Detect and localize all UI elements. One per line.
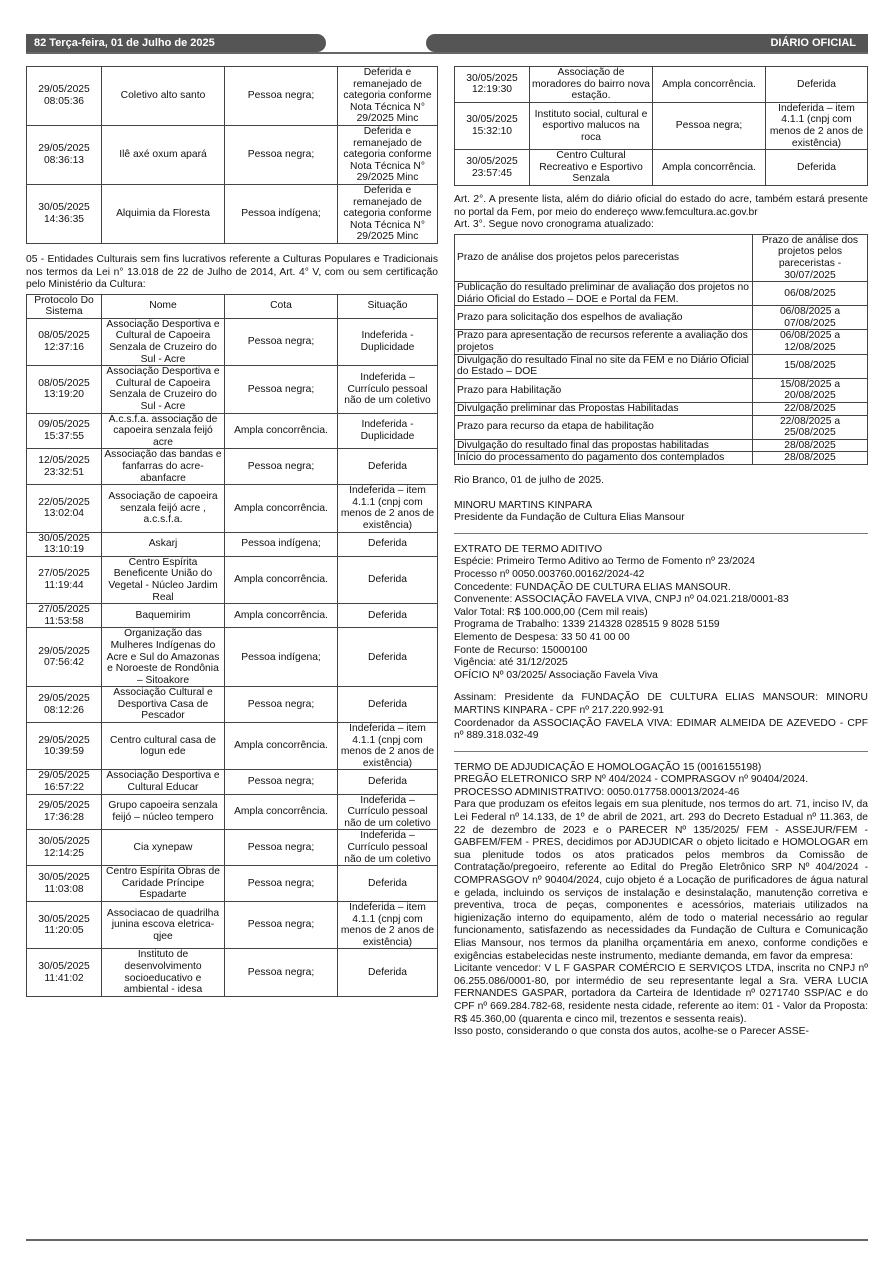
cell-cota: Pessoa indígena; bbox=[225, 532, 338, 556]
cell-name: Associação de capoeira senzala feijó acre , a.c.s.f.a. bbox=[102, 485, 225, 532]
table-row bbox=[27, 770, 438, 794]
cell-situacao: Deferida bbox=[766, 150, 868, 186]
table-row bbox=[27, 604, 438, 628]
cell-situacao: Deferida bbox=[338, 949, 438, 996]
section-05-table bbox=[26, 294, 438, 997]
cell-date: 29/05/2025 08:05:36 bbox=[27, 67, 102, 126]
cell-situacao: Deferida bbox=[338, 770, 438, 794]
page-header bbox=[26, 34, 868, 52]
footer-rule bbox=[26, 1239, 868, 1241]
continued-results-table bbox=[454, 66, 868, 186]
cell-date: 12/05/2025 23:32:51 bbox=[27, 449, 102, 485]
article-3: Art. 3°. Segue novo cronograma atualizado: bbox=[454, 219, 654, 231]
cell-situacao: Deferida bbox=[338, 687, 438, 723]
cell-name: Associação Cultural e Desportiva Casa de Pescador bbox=[102, 687, 225, 723]
cell-date: 22/08/2025 bbox=[753, 403, 868, 416]
signer-name: MINORU MARTINS KINPARA bbox=[454, 499, 593, 511]
cell-date: 15/08/2025 bbox=[753, 354, 868, 378]
cell-item: Divulgação do resultado final das propostas habilitadas bbox=[455, 439, 753, 452]
cell-situacao: Deferida bbox=[338, 604, 438, 628]
cell-cota: Pessoa negra; bbox=[653, 102, 766, 149]
table-row bbox=[455, 439, 868, 452]
cell-cota: Pessoa negra; bbox=[225, 125, 338, 184]
cell-date: 22/08/2025 a 25/08/2025 bbox=[753, 415, 868, 439]
cell-cota: Ampla concorrência. bbox=[225, 794, 338, 830]
divider bbox=[454, 533, 868, 534]
right-column bbox=[454, 66, 868, 1039]
cell-situacao: Deferida bbox=[338, 866, 438, 902]
cell-name: Organização das Mulheres Indígenas do Acre e Sul do Amazonas e Noroeste de Rondônia – Sitoakore bbox=[102, 628, 225, 687]
table-row bbox=[27, 485, 438, 532]
journal-title: DIÁRIO OFICIAL bbox=[426, 34, 868, 52]
cell-item: Divulgação do resultado Final no site da FEM e no Diário Oficial do Estado – DOE bbox=[455, 354, 753, 378]
cell-date: 29/05/2025 10:39:59 bbox=[27, 723, 102, 770]
termo-processo: PROCESSO ADMINISTRATIVO: 0050.017758.00013/2024-46 bbox=[454, 786, 740, 798]
col-situacao: Situação bbox=[338, 294, 438, 318]
termo-isso: Isso posto, considerando o que consta dos autos, acolhe-se o Parecer ASSE- bbox=[454, 1026, 809, 1038]
table-row bbox=[27, 67, 438, 126]
table-row bbox=[27, 949, 438, 996]
cell-date: 06/08/2025 a 12/08/2025 bbox=[753, 330, 868, 354]
cell-cota: Pessoa negra; bbox=[225, 901, 338, 948]
cell-item: Prazo para recurso da etapa de habilitação bbox=[455, 415, 753, 439]
cell-situacao: Indeferida – Currículo pessoal não de um coletivo bbox=[338, 830, 438, 866]
table-row bbox=[27, 366, 438, 413]
cell-name: Instituto social, cultural e esportivo malucos na roca bbox=[530, 102, 653, 149]
table-row bbox=[455, 330, 868, 354]
table-row bbox=[27, 866, 438, 902]
cell-cota: Pessoa negra; bbox=[225, 687, 338, 723]
cell-name: Coletivo alto santo bbox=[102, 67, 225, 126]
table-row bbox=[27, 413, 438, 449]
extrato-line: Fonte de Recurso: 15000100 bbox=[454, 644, 588, 656]
cell-cota: Pessoa indígena; bbox=[225, 628, 338, 687]
cell-date: 30/05/2025 11:41:02 bbox=[27, 949, 102, 996]
cell-cota: Pessoa negra; bbox=[225, 830, 338, 866]
cell-cota: Ampla concorrência. bbox=[653, 150, 766, 186]
cell-cota: Pessoa negra; bbox=[225, 949, 338, 996]
extrato-title: EXTRATO DE TERMO ADITIVO bbox=[454, 543, 603, 555]
article-2: Art. 2°. A presente lista, além do diário oficial do estado do acre, também estará presente no portal da Fem, por meio do endereço www.femcultura.ac.gov.br bbox=[454, 193, 868, 218]
cell-date: 29/05/2025 16:57:22 bbox=[27, 770, 102, 794]
cell-name: Askarj bbox=[102, 532, 225, 556]
cell-date: 30/05/2025 13:10:19 bbox=[27, 532, 102, 556]
table-row bbox=[27, 830, 438, 866]
termo-licitante: Licitante vencedor: V L F GASPAR COMÉRCIO E SERVIÇOS LTDA, inscrita no CNPJ nº 06.255.086/0001-80, por intermédio de seu representante legal a Sra. VERA LUCIA FERNANDES GASPAR, portadora da Carteira de Identidade nº 0271740 SSP/AC e do CPF nº 669.284.782-68, residente nesta cidade, referente ao item: 01 - Valor da Proposta: R$ 45.360,00 (quarenta e cinco mil, trezentos e sessenta reais). bbox=[454, 963, 868, 1025]
cell-name: Baquemirim bbox=[102, 604, 225, 628]
extrato-line: Elemento de Despesa: 33 50 41 00 00 bbox=[454, 631, 630, 643]
table-row bbox=[455, 306, 868, 330]
cell-date: 29/05/2025 08:36:13 bbox=[27, 125, 102, 184]
extrato-line: Convenente: ASSOCIAÇÃO FAVELA VIVA, CNPJ nº 04.021.218/0001-83 bbox=[454, 594, 789, 606]
cell-date: 28/08/2025 bbox=[753, 439, 868, 452]
extrato-line: OFÍCIO Nº 03/2025/ Associação Favela Viva bbox=[454, 669, 658, 681]
cell-name: Associação das bandas e fanfarras do acre- abanfacre bbox=[102, 449, 225, 485]
cell-date: 22/05/2025 13:02:04 bbox=[27, 485, 102, 532]
city-date: Rio Branco, 01 de julho de 2025. bbox=[454, 475, 604, 486]
cell-cota: Ampla concorrência. bbox=[225, 723, 338, 770]
extrato-line: Concedente: FUNDAÇÃO DE CULTURA ELIAS MANSOUR. bbox=[454, 581, 731, 593]
table-row bbox=[455, 282, 868, 306]
cell-cota: Ampla concorrência. bbox=[225, 413, 338, 449]
cell-situacao: Deferida e remanejado de categoria conforme Nota Técnica N° 29/2025 Minc bbox=[338, 67, 438, 126]
cell-situacao: Deferida bbox=[338, 532, 438, 556]
cell-situacao: Indeferida - Duplicidade bbox=[338, 318, 438, 365]
table-row bbox=[455, 67, 868, 103]
cell-item: Divulgação preliminar das Propostas Habilitadas bbox=[455, 403, 753, 416]
cell-date: 06/08/2025 a 07/08/2025 bbox=[753, 306, 868, 330]
cell-situacao: Indeferida - Duplicidade bbox=[338, 413, 438, 449]
termo-title: TERMO DE ADJUDICAÇÃO E HOMOLOGAÇÃO 15 (0016155198) bbox=[454, 761, 762, 773]
table-row bbox=[27, 723, 438, 770]
cell-situacao: Deferida e remanejado de categoria conforme Nota Técnica N° 29/2025 Minc bbox=[338, 125, 438, 184]
table-row bbox=[455, 415, 868, 439]
cell-situacao: Deferida bbox=[766, 67, 868, 103]
cell-cota: Pessoa negra; bbox=[225, 318, 338, 365]
signer-title: Presidente da Fundação de Cultura Elias Mansour bbox=[454, 512, 685, 524]
table-row bbox=[27, 184, 438, 243]
cell-name: Associação Desportiva e Cultural Educar bbox=[102, 770, 225, 794]
table-row bbox=[27, 794, 438, 830]
cell-name: Instituto de desenvolvimento socioeducativo e ambiental - idesa bbox=[102, 949, 225, 996]
extrato-line: Vigência: até 31/12/2025 bbox=[454, 657, 568, 669]
cell-cota: Ampla concorrência. bbox=[653, 67, 766, 103]
cell-situacao: Indeferida – item 4.1.1 (cnpj com menos de 2 anos de existência) bbox=[338, 485, 438, 532]
cell-date: 27/05/2025 11:19:44 bbox=[27, 556, 102, 603]
cell-name: Grupo capoeira senzala feijó – núcleo tempero bbox=[102, 794, 225, 830]
cell-name: Centro Cultural Recreativo e Esportivo Senzala bbox=[530, 150, 653, 186]
table-header-row bbox=[27, 294, 438, 318]
section-05-heading: 05 - Entidades Culturais sem fins lucrativos referente a Culturas Populares e Tradicionais nos termos da Lei n° 13.018 de 22 de Julho de 2014, Art. 4° V, com ou sem certificação pelo Ministério da Cultura: bbox=[26, 253, 438, 291]
cell-item: Publicação do resultado preliminar de avaliação dos projetos no Diário Oficial do Estado – DOE e Portal da FEM. bbox=[455, 282, 753, 306]
cell-date: 29/05/2025 17:36:28 bbox=[27, 794, 102, 830]
schedule-table bbox=[454, 234, 868, 465]
cell-name: Associação Desportiva e Cultural de Capoeira Senzala de Cruzeiro do Sul - Acre bbox=[102, 318, 225, 365]
col-protocolo: Protocolo Do Sistema bbox=[27, 294, 102, 318]
cell-cota: Pessoa negra; bbox=[225, 67, 338, 126]
cell-name: Associação Desportiva e Cultural de Capoeira Senzala de Cruzeiro do Sul - Acre bbox=[102, 366, 225, 413]
table-row bbox=[27, 532, 438, 556]
header-rule bbox=[26, 52, 868, 54]
table-row bbox=[455, 452, 868, 465]
cell-cota: Pessoa negra; bbox=[225, 770, 338, 794]
cell-date: 30/05/2025 11:03:08 bbox=[27, 866, 102, 902]
cell-date: 30/05/2025 12:14:25 bbox=[27, 830, 102, 866]
table-row bbox=[455, 102, 868, 149]
cell-situacao: Deferida bbox=[338, 556, 438, 603]
table-row bbox=[455, 378, 868, 402]
cell-situacao: Deferida bbox=[338, 449, 438, 485]
cell-item: Prazo para Habilitação bbox=[455, 378, 753, 402]
cell-date: 08/05/2025 12:37:16 bbox=[27, 318, 102, 365]
cell-date: 28/08/2025 bbox=[753, 452, 868, 465]
table-row bbox=[27, 687, 438, 723]
cell-name: Centro cultural casa de logun ede bbox=[102, 723, 225, 770]
cell-cota: Ampla concorrência. bbox=[225, 556, 338, 603]
cell-cota: Pessoa indígena; bbox=[225, 184, 338, 243]
cell-date: 06/08/2025 bbox=[753, 282, 868, 306]
cell-date: 09/05/2025 15:37:55 bbox=[27, 413, 102, 449]
table-row bbox=[27, 556, 438, 603]
table-row bbox=[455, 150, 868, 186]
cell-cota: Pessoa negra; bbox=[225, 449, 338, 485]
cell-item: Início do processamento do pagamento dos contemplados bbox=[455, 452, 753, 465]
cell-cota: Ampla concorrência. bbox=[225, 485, 338, 532]
extrato-coordenador: Coordenador da ASSOCIAÇÃO FAVELA VIVA: EDIMAR ALMEIDA DE AZEVEDO - CPF nº 889.318.032-49 bbox=[454, 717, 868, 742]
cell-situacao: Indeferida – Currículo pessoal não de um coletivo bbox=[338, 794, 438, 830]
cell-situacao: Deferida e remanejado de categoria conforme Nota Técnica N° 29/2025 Minc bbox=[338, 184, 438, 243]
termo-pregao: PREGÃO ELETRONICO SRP Nº 404/2024 - COMPRASGOV nº 90404/2024. bbox=[454, 774, 809, 786]
col-nome: Nome bbox=[102, 294, 225, 318]
cell-date: 29/05/2025 08:12:26 bbox=[27, 687, 102, 723]
cell-name: Centro Espírita Obras de Caridade Príncipe Espadarte bbox=[102, 866, 225, 902]
table-row bbox=[27, 318, 438, 365]
cell-item: Prazo de análise dos projetos pelos pareceristas bbox=[455, 234, 753, 281]
cell-name: Cia xynepaw bbox=[102, 830, 225, 866]
table-row bbox=[455, 403, 868, 416]
cell-date: 30/05/2025 11:20:05 bbox=[27, 901, 102, 948]
table-row bbox=[27, 125, 438, 184]
extrato-details bbox=[454, 556, 868, 682]
cell-name: Associacao de quadrilha junina escova eletrica-qjee bbox=[102, 901, 225, 948]
col-cota: Cota bbox=[225, 294, 338, 318]
extrato-line: Programa de Trabalho: 1339 214328 028515 9 8028 5159 bbox=[454, 619, 720, 631]
table-row bbox=[27, 449, 438, 485]
cell-date: Prazo de análise dos projetos pelos pareceristas - 30/07/2025 bbox=[753, 234, 868, 281]
cell-name: Centro Espírita Beneficente União do Vegetal - Núcleo Jardim Real bbox=[102, 556, 225, 603]
table-row bbox=[27, 901, 438, 948]
extrato-line: Espécie: Primeiro Termo Aditivo ao Termo de Fomento nº 23/2024 bbox=[454, 556, 756, 568]
cell-cota: Ampla concorrência. bbox=[225, 604, 338, 628]
cell-date: 30/05/2025 23:57:45 bbox=[455, 150, 530, 186]
cell-date: 29/05/2025 07:56:42 bbox=[27, 628, 102, 687]
extrato-line: Valor Total: R$ 100.000,00 (Cem mil reais) bbox=[454, 606, 648, 618]
table-row bbox=[455, 354, 868, 378]
cell-name: A.c.s.f.a. associação de capoeira senzala feijó acre bbox=[102, 413, 225, 449]
top-results-table bbox=[26, 66, 438, 244]
cell-cota: Pessoa negra; bbox=[225, 866, 338, 902]
cell-date: 15/08/2025 a 20/08/2025 bbox=[753, 378, 868, 402]
cell-situacao: Indeferida – Currículo pessoal não de um coletivo bbox=[338, 366, 438, 413]
cell-date: 30/05/2025 15:32:10 bbox=[455, 102, 530, 149]
cell-date: 30/05/2025 12:19:30 bbox=[455, 67, 530, 103]
cell-situacao: Indeferida – item 4.1.1 (cnpj com menos de 2 anos de existência) bbox=[766, 102, 868, 149]
cell-situacao: Deferida bbox=[338, 628, 438, 687]
cell-item: Prazo para apresentação de recursos referente a avaliação dos projetos bbox=[455, 330, 753, 354]
cell-date: 30/05/2025 14:36:35 bbox=[27, 184, 102, 243]
cell-cota: Pessoa negra; bbox=[225, 366, 338, 413]
page-info: 82 Terça-feira, 01 de Julho de 2025 bbox=[26, 34, 326, 52]
cell-name: Ilê axé oxum apará bbox=[102, 125, 225, 184]
table-row bbox=[27, 628, 438, 687]
table-row bbox=[455, 234, 868, 281]
extrato-assinam: Assinam: Presidente da FUNDAÇÃO DE CULTURA ELIAS MANSOUR: MINORU MARTINS KINPARA - CPF nº 217.220.992-91 bbox=[454, 692, 868, 716]
cell-name: Alquimia da Floresta bbox=[102, 184, 225, 243]
cell-situacao: Indeferida – item 4.1.1 (cnpj com menos de 2 anos de existência) bbox=[338, 901, 438, 948]
divider bbox=[454, 751, 868, 752]
cell-date: 27/05/2025 11:53:58 bbox=[27, 604, 102, 628]
cell-situacao: Indeferida – item 4.1.1 (cnpj com menos de 2 anos de existência) bbox=[338, 723, 438, 770]
cell-date: 08/05/2025 13:19:20 bbox=[27, 366, 102, 413]
cell-name: Associação de moradores do bairro nova estação. bbox=[530, 67, 653, 103]
termo-body: Para que produzam os efeitos legais em sua plenitude, nos termos do art. 71, inciso IV, da Lei Federal nº 14.133, de 1º de abril de 2021, art. 293 do Decreto Estadual nº 11.363, de 22 de dezembro de 2023 e o PARECER Nº 135/2025/ FEM - ASSEJUR/FEM - GABFEM/FEM - PRES, decidimos por ADJUDICAR o objeto licitado e HOMOLOGAR em sua plenitude todos os atos praticados pelos membros da Comissão de Contratação/pregoeiro, referente ao Edital do Pregão Eletrônico SRP Nº 404/2024 - COMPRASGOV nº 90404/2024, cujo objeto é a Locação de purificadores de água natural e gelada, incluindo os serviços de instalação e desinstalação, manutenção corretiva e preventiva, troca de peças, componentes e acessórios, materiais utilizados na higienização interno do equipamento, além de todo o material necessário ao regular funcionamento, satisfazendo as necessidades da Fundação de Cultura e Comunicação Elias Mansour, nos termos da planilha orçamentária em anexo, conforme condições e exigências estabelecidas neste instrumento, mediante demanda, em favor da empresa: bbox=[454, 799, 868, 962]
left-column bbox=[26, 66, 438, 997]
extrato-line: Processo nº 0050.003760.00162/2024-42 bbox=[454, 568, 645, 580]
cell-item: Prazo para solicitação dos espelhos de avaliação bbox=[455, 306, 753, 330]
